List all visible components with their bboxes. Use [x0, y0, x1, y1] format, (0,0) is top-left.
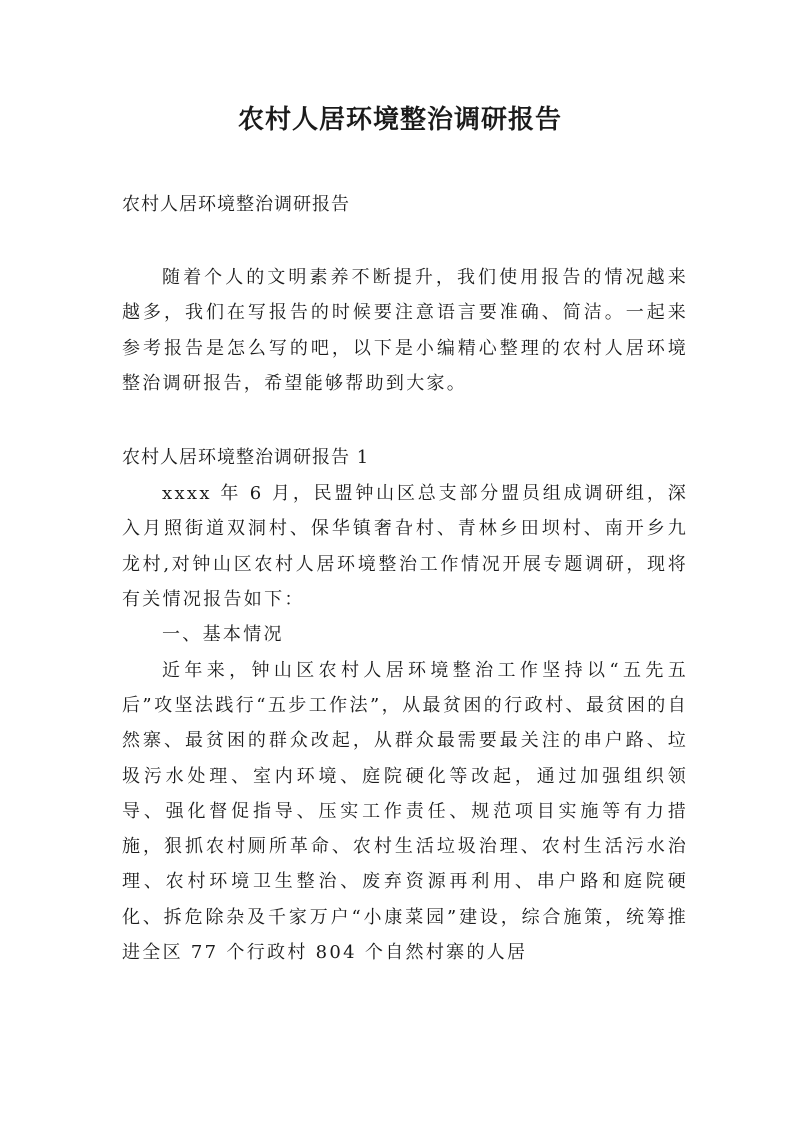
section-title: 农村人居环境整治调研报告 1	[122, 447, 370, 469]
section-paragraph-1-text: xxxx 年 6 月，民盟钟山区总支部分盟员组成调研组，深入月照街道双洞村、保华镇奢旮村、青林乡田坝村、南开乡九龙村,对钟山区农村人居环境整治工作情况开展专题调研，现将有关情况报告如下：	[122, 483, 688, 611]
intro-text: 随着个人的文明素养不断提升，我们使用报告的情况越来越多，我们在写报告的时候要注意语言要准确、简洁。一起来参考报告是怎么写的吧，以下是小编精心整理的农村人居环境整治调研报告，希望能够帮助到大家。	[122, 267, 688, 394]
section-paragraph-2	[122, 653, 688, 971]
document-body	[122, 187, 688, 970]
intro-paragraph	[122, 260, 688, 401]
section-heading-basic: 一、基本情况	[162, 624, 284, 646]
document-subtitle: 农村人居环境整治调研报告	[122, 194, 350, 215]
section-paragraph-1	[122, 476, 688, 617]
document-title: 农村人居环境整治调研报告	[237, 105, 562, 135]
section-paragraph-2-text: 近年来，钟山区农村人居环境整治工作坚持以“五先五后”攻坚法践行“五步工作法”，从最贫困的行政村、最贫困的自然寨、最贫困的群众改起，从群众最需要最关注的串户路、垃圾污水处理、室内环境、庭院硬化等改起，通过加强组织领导、强化督促指导、压实工作责任、规范项目实施等有力措施，狠抓农村厕所革命、农村生活垃圾治理、农村生活污水治理、农村环境卫生整治、废弃资源再利用、串户路和庭院硬化、拆危除杂及千家万户“小康菜园”建设，综合施策，统筹推进全区 77 个行政村 804 个自然村寨的人居	[122, 659, 688, 964]
